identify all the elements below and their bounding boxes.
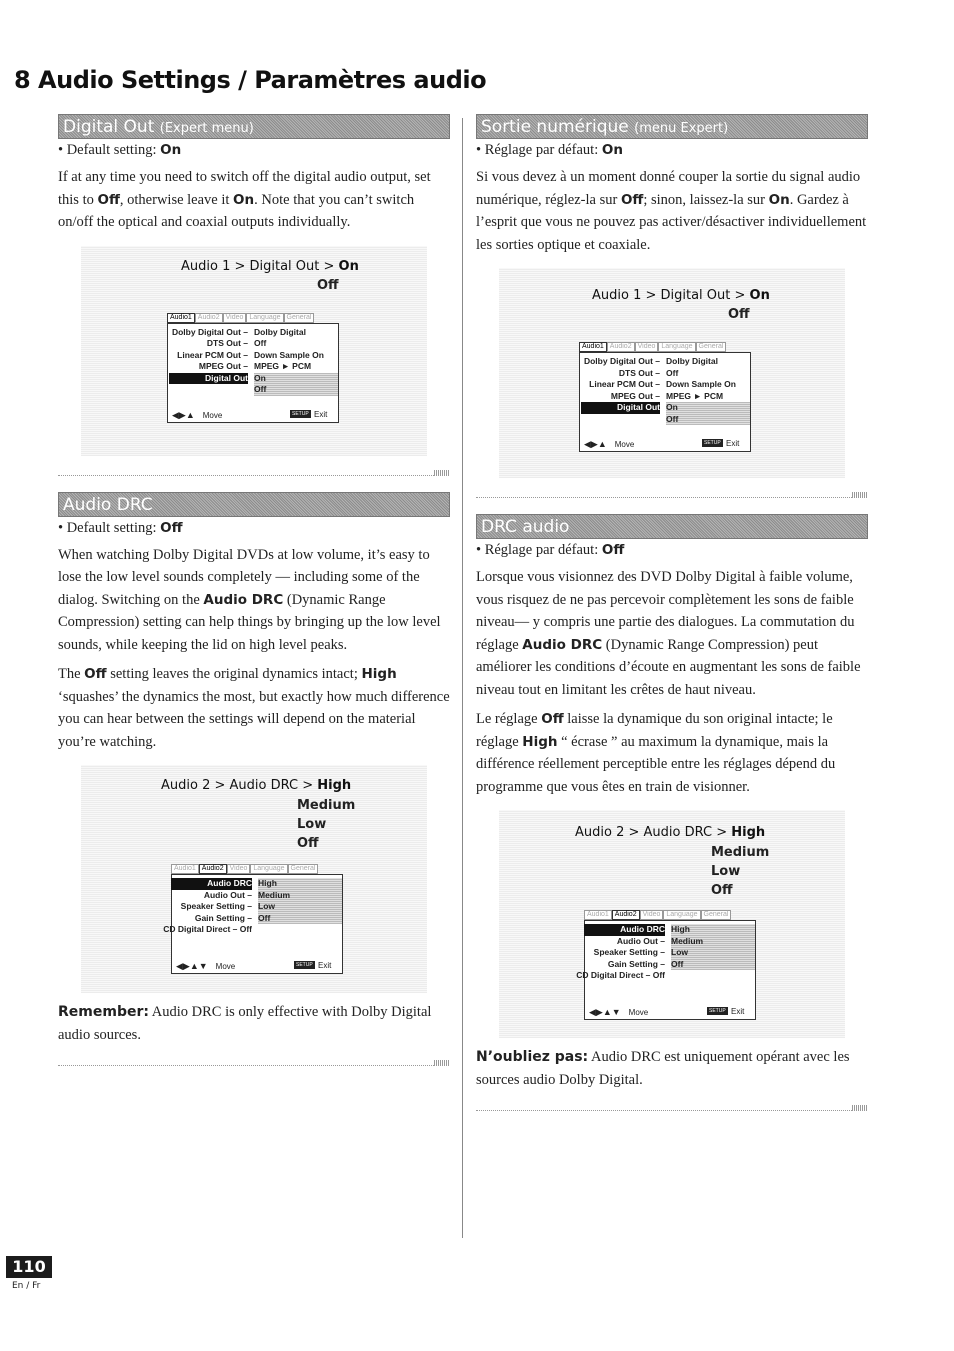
osd-row-label: DTS Out – xyxy=(206,338,248,348)
paragraph: When watching Dolby Digital DVDs at low volume, it’s easy to lose the low level sounds completely — including some of the dialog. Switching on the Audio DRC (Dynamic Range Compression) setting can help things by bringing up the low level sounds, while keeping the lid on high level peaks. xyxy=(58,546,441,653)
nav-arrows-icon: ◀▶▲ xyxy=(584,439,607,449)
move-label: Move xyxy=(215,962,236,971)
nav-arrows-icon: ◀▶▲▼ xyxy=(589,1007,621,1017)
menu-options: Off xyxy=(728,307,750,322)
osd-tab: Audio1 xyxy=(167,313,195,323)
osd-row-label: DTS Out – xyxy=(618,367,660,378)
menu-path: Audio 2 > Audio DRC > High xyxy=(161,778,352,793)
move-label: Move xyxy=(202,410,223,420)
nav-arrows-icon: ◀▶▲ xyxy=(172,409,195,420)
paragraph: If at any time you need to switch off the digital audio output, set this to Off, otherwise leave it On. Note that you can’t switch on/off the optical and coaxial outputs individually. xyxy=(58,169,431,230)
osd-body xyxy=(576,920,756,1020)
osd-figure-digital-out xyxy=(499,268,845,478)
osd-tab: Video xyxy=(635,342,659,352)
move-label: Move xyxy=(628,1008,649,1017)
osd-tab: Audio2 xyxy=(195,313,223,323)
osd-row-label: CD Digital Direct – Off xyxy=(163,924,252,934)
osd-tab: Language xyxy=(658,342,695,352)
setup-button-icon: SETUP xyxy=(292,410,309,417)
setup-button-icon: SETUP xyxy=(704,440,721,446)
nav-arrows-icon: ◀▶▲▼ xyxy=(176,961,208,971)
paragraph: Le réglage Off laisse la dynamique du son original intacte; le réglage High “ écrase ” au maximum la dynamique, mais la différence réellement perceptible entre les réglages dépend du programme que vous êtes en train de visionner. xyxy=(476,711,836,795)
section-heading-digital-out: Digital Out (Expert menu) xyxy=(58,114,450,139)
osd-tab: Audio2 xyxy=(607,342,635,352)
osd-row xyxy=(168,338,338,350)
osd-tab: General xyxy=(696,342,727,352)
osd-screen xyxy=(163,864,343,974)
osd-row-value: MPEG ► PCM xyxy=(666,390,724,401)
osd-row-value: Low xyxy=(671,947,688,957)
osd-row-value: High xyxy=(258,878,277,888)
osd-row xyxy=(580,391,750,403)
paragraph: The Off setting leaves the original dynamics intact; High ‘squashes’ the dynamics the most, but exactly how much difference you can hear between the settings will depend on the material you’re watching. xyxy=(58,666,450,750)
osd-row-value: Low xyxy=(258,901,275,911)
page-title: 8 Audio Settings / Paramètres audio xyxy=(14,66,487,94)
section-heading-drc-audio: DRC audio xyxy=(476,514,868,539)
osd-tabs xyxy=(584,910,756,920)
paragraph: Si vous devez à un moment donné couper la sortie du signal audio numérique, réglez-la sur Off; sinon, laissez-la sur On. Gardez à l’esprit que vous ne pouvez pas activer/désactiver individuellement les sorties optique et coaxiale. xyxy=(476,169,867,253)
osd-row-label: Speaker Setting – xyxy=(593,947,665,957)
osd-row-value: Off xyxy=(258,912,271,923)
osd-tab: Video xyxy=(227,864,251,874)
osd-body xyxy=(167,323,339,423)
osd-tab: Video xyxy=(223,313,247,323)
osd-row-value: Dolby Digital xyxy=(666,356,718,366)
exit-label: Exit xyxy=(731,1007,745,1016)
osd-row-label: Gain Setting – xyxy=(194,912,252,923)
osd-figure-audio-drc xyxy=(499,810,845,1038)
english-column xyxy=(58,114,450,1082)
osd-tab: Audio1 xyxy=(584,910,612,920)
osd-tab: Language xyxy=(663,910,700,920)
osd-row-label: Speaker Setting – xyxy=(180,901,252,911)
osd-row xyxy=(585,947,755,959)
osd-row-label: MPEG Out – xyxy=(610,390,660,401)
section-separator xyxy=(476,1105,868,1111)
osd-row-label: Audio DRC xyxy=(584,924,665,936)
osd-screen xyxy=(576,910,756,1020)
osd-tab: General xyxy=(701,910,732,920)
osd-row xyxy=(163,924,342,936)
osd-row xyxy=(580,402,750,414)
section-separator xyxy=(58,470,450,476)
setup-button-icon: SETUP xyxy=(709,1008,726,1014)
language-label: En / Fr xyxy=(12,1281,41,1291)
osd-row-value: On xyxy=(666,402,678,412)
osd-row-value: Off xyxy=(254,384,267,394)
osd-screen xyxy=(167,313,339,423)
osd-row-value: Off xyxy=(666,413,679,424)
osd-row-label: Digital Out xyxy=(169,373,248,385)
osd-row-label: Audio Out – xyxy=(203,889,252,900)
osd-row xyxy=(168,361,338,373)
default-setting: • Default setting: Off xyxy=(58,519,183,536)
osd-row xyxy=(168,373,338,385)
menu-path: Audio 1 > Digital Out > On xyxy=(181,258,359,274)
osd-footer xyxy=(589,1007,751,1017)
osd-row xyxy=(580,414,750,426)
osd-row-label: Digital Out xyxy=(581,402,660,414)
osd-row-value: On xyxy=(254,372,266,383)
osd-row xyxy=(580,368,750,380)
osd-row-label: Audio Out – xyxy=(616,935,665,946)
menu-options: Off xyxy=(317,277,339,293)
osd-row xyxy=(585,959,755,971)
osd-row-label: Audio DRC xyxy=(171,878,252,890)
osd-row-label: Linear PCM Out – xyxy=(177,349,248,360)
section-heading-sortie-numerique: Sortie numérique (menu Expert) xyxy=(476,114,868,139)
french-column xyxy=(476,114,868,1127)
osd-row xyxy=(168,327,338,339)
osd-footer xyxy=(176,961,338,971)
section-separator xyxy=(476,492,868,498)
menu-options: Medium Low Off xyxy=(711,845,770,898)
osd-tab: General xyxy=(288,864,319,874)
osd-tabs xyxy=(579,342,751,352)
osd-tab: Audio2 xyxy=(199,864,227,874)
osd-row-label: Linear PCM Out – xyxy=(589,379,660,389)
osd-row xyxy=(172,890,342,902)
osd-tab: Audio1 xyxy=(171,864,199,874)
osd-row-value: Off xyxy=(254,338,267,348)
osd-tab: Language xyxy=(246,313,283,323)
section-heading-audio-drc: Audio DRC xyxy=(58,492,450,517)
exit-label: Exit xyxy=(726,439,740,448)
osd-row xyxy=(576,970,755,982)
menu-path: Audio 2 > Audio DRC > High xyxy=(575,825,766,840)
osd-row xyxy=(580,379,750,391)
default-setting: • Réglage par défaut: Off xyxy=(476,542,625,558)
osd-tab: General xyxy=(284,313,315,323)
osd-row-value: Down Sample On xyxy=(254,349,324,360)
osd-row-value: Medium xyxy=(258,889,291,900)
page-number: 110 xyxy=(6,1256,52,1278)
osd-tab: Audio2 xyxy=(612,910,640,920)
osd-footer xyxy=(172,410,334,420)
menu-path: Audio 1 > Digital Out > On xyxy=(592,288,770,303)
menu-options: Medium Low Off xyxy=(297,798,356,851)
section-separator xyxy=(58,1060,450,1066)
osd-row-value: Off xyxy=(671,958,684,969)
osd-tab: Audio1 xyxy=(579,342,607,352)
default-setting: • Default setting: On xyxy=(58,142,182,158)
osd-figure-audio-drc xyxy=(81,765,427,993)
osd-row-value: Medium xyxy=(671,935,704,946)
osd-row-label: Dolby Digital Out – xyxy=(583,356,660,366)
osd-row-label: MPEG Out – xyxy=(198,361,248,371)
setup-button-icon: SETUP xyxy=(296,962,313,968)
osd-row-value: MPEG ► PCM xyxy=(254,361,312,371)
osd-row xyxy=(168,350,338,362)
osd-tab: Language xyxy=(250,864,287,874)
osd-figure-digital-out xyxy=(81,246,427,456)
paragraph: Lorsque vous visionnez des DVD Dolby Digital à faible volume, vous risquez de ne pas percevoir complètement les sons de faible niveau— y compris une partie des dialogues. La commutation du réglage Audio DRC (Dynamic Range Compression) peut améliorer les conditions d’écoute en augmentant les sons de faible niveau tout en limitant les crêtes de haut niveau. xyxy=(476,569,861,698)
osd-row-label: Dolby Digital Out – xyxy=(171,326,248,337)
osd-body xyxy=(163,874,343,974)
osd-row-value: Down Sample On xyxy=(666,379,736,389)
osd-tab: Video xyxy=(640,910,664,920)
remember-note: N’oubliez pas: Audio DRC est uniquement opérant avec les sources audio Dolby Digital. xyxy=(476,1049,850,1088)
osd-screen xyxy=(579,342,751,452)
osd-row xyxy=(585,936,755,948)
remember-note: Remember: Audio DRC is only effective with Dolby Digital audio sources. xyxy=(58,1004,432,1043)
osd-row-value: Dolby Digital xyxy=(254,326,306,337)
osd-tabs xyxy=(167,313,339,323)
osd-body xyxy=(579,352,751,452)
osd-tabs xyxy=(171,864,343,874)
osd-row-label: Gain Setting – xyxy=(607,958,665,969)
osd-row xyxy=(172,913,342,925)
column-divider xyxy=(462,118,463,1238)
exit-label: Exit xyxy=(318,961,332,970)
osd-row xyxy=(168,384,338,396)
default-setting: • Réglage par défaut: On xyxy=(476,142,623,158)
osd-row xyxy=(580,356,750,368)
osd-row xyxy=(172,878,342,890)
osd-footer xyxy=(584,439,746,449)
exit-label: Exit xyxy=(314,409,328,419)
osd-row-label: CD Digital Direct – Off xyxy=(576,970,665,980)
osd-row xyxy=(585,924,755,936)
osd-row-value: Off xyxy=(666,367,679,378)
osd-row-value: High xyxy=(671,924,690,934)
move-label: Move xyxy=(614,440,635,449)
osd-row xyxy=(172,901,342,913)
